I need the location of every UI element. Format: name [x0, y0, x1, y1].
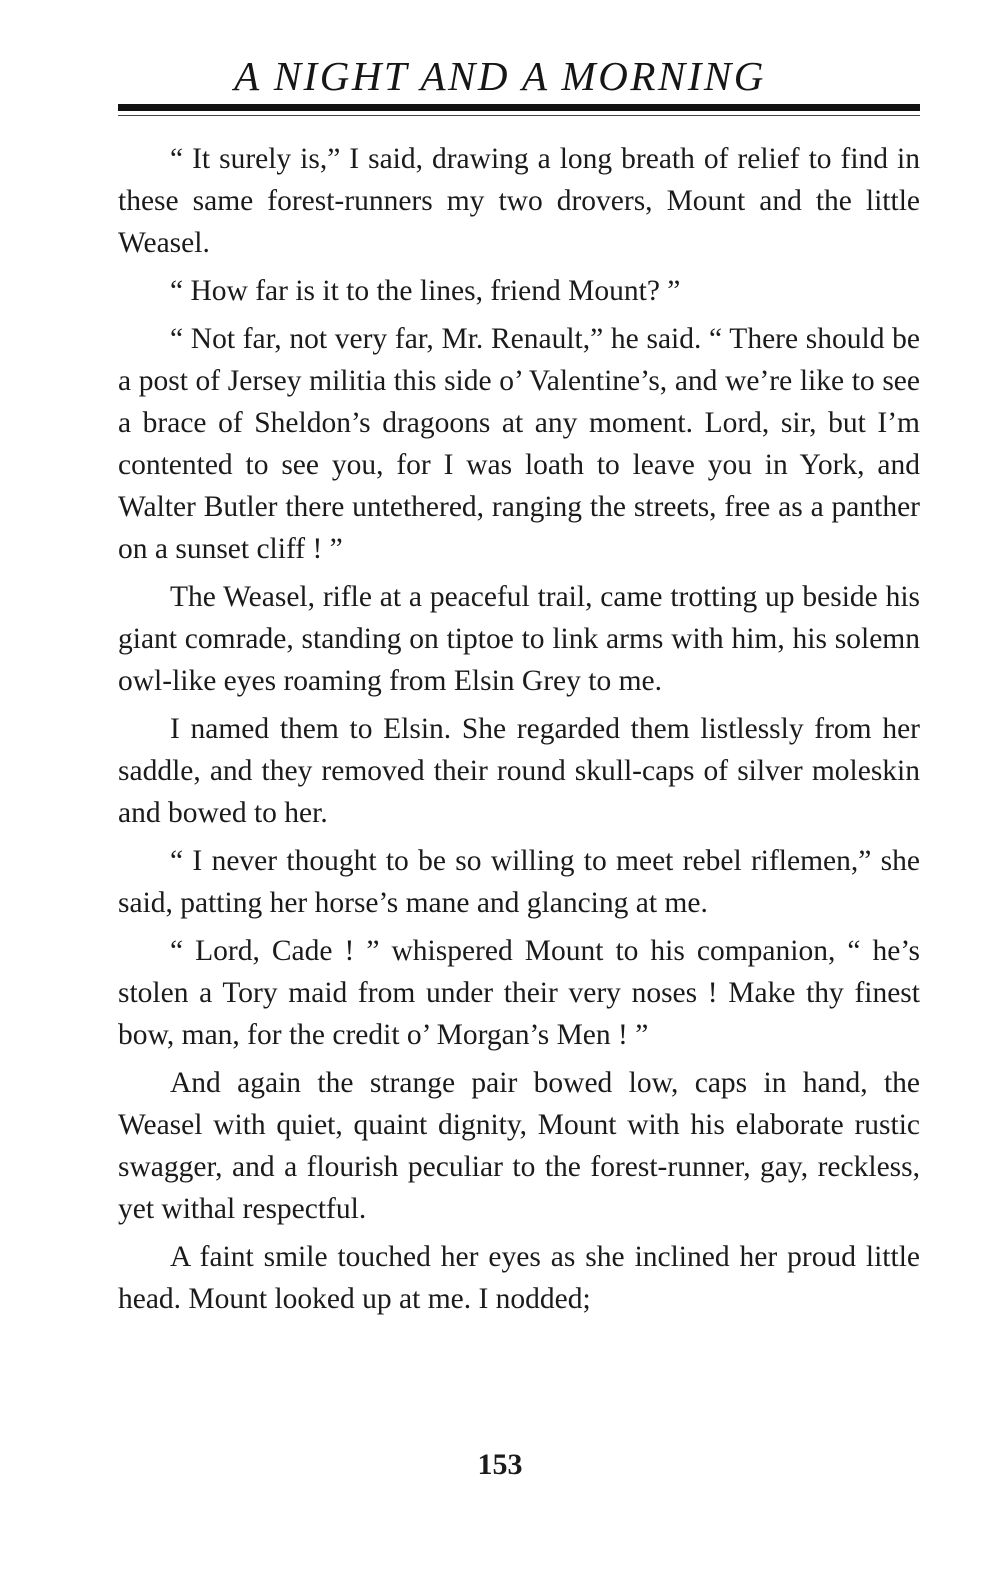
paragraph: I named them to Elsin. She regarded them listlessly from her saddle, and they removed their round skull-caps of silver moleskin and bowed to her.	[118, 713, 920, 829]
page-number: 153	[477, 1448, 523, 1481]
paragraph: The Weasel, rifle at a peaceful trail, came trotting up beside his giant comrade, standing on tiptoe to link arms with him, his solemn owl-like eyes roaming from Elsin Grey to me.	[118, 581, 920, 697]
paragraph: “ It surely is,” I said, drawing a long breath of relief to find in these same forest-runners my two drovers, Mount and the little Weasel.	[118, 143, 920, 259]
paragraph: “ How far is it to the lines, friend Mount? ”	[170, 275, 681, 307]
paragraph: “ Lord, Cade ! ” whispered Mount to his companion, “ he’s stolen a Tory maid from under their very noses ! Make thy finest bow, man, for the credit o’ Morgan’s Men ! ”	[118, 935, 920, 1051]
header-rule-thick	[118, 104, 920, 111]
paragraph: “ Not far, not very far, Mr. Renault,” he said. “ There should be a post of Jersey militia this side o’ Valentine’s, and we’re like to see a brace of Sheldon’s dragoons at any moment. Lord, sir, but I’m contented to see you, for I was loath to leave you in York, and Walter Butler there untethered, ranging the streets, free as a panther on a sunset cliff ! ”	[118, 323, 920, 565]
paragraph: “ I never thought to be so willing to meet rebel riflemen,” she said, patting her horse’s mane and glancing at me.	[118, 845, 920, 919]
body-text	[118, 138, 920, 1320]
header-rule-thin	[118, 115, 920, 116]
paragraph: A faint smile touched her eyes as she inclined her proud little head. Mount looked up at me. I nodded;	[118, 1241, 920, 1315]
running-title: A NIGHT AND A MORNING	[234, 53, 766, 99]
paragraph: And again the strange pair bowed low, caps in hand, the Weasel with quiet, quaint dignity, Mount with his elaborate rustic swagger, and a flourish peculiar to the forest-runner, gay, reckless, yet withal respectful.	[118, 1067, 920, 1225]
